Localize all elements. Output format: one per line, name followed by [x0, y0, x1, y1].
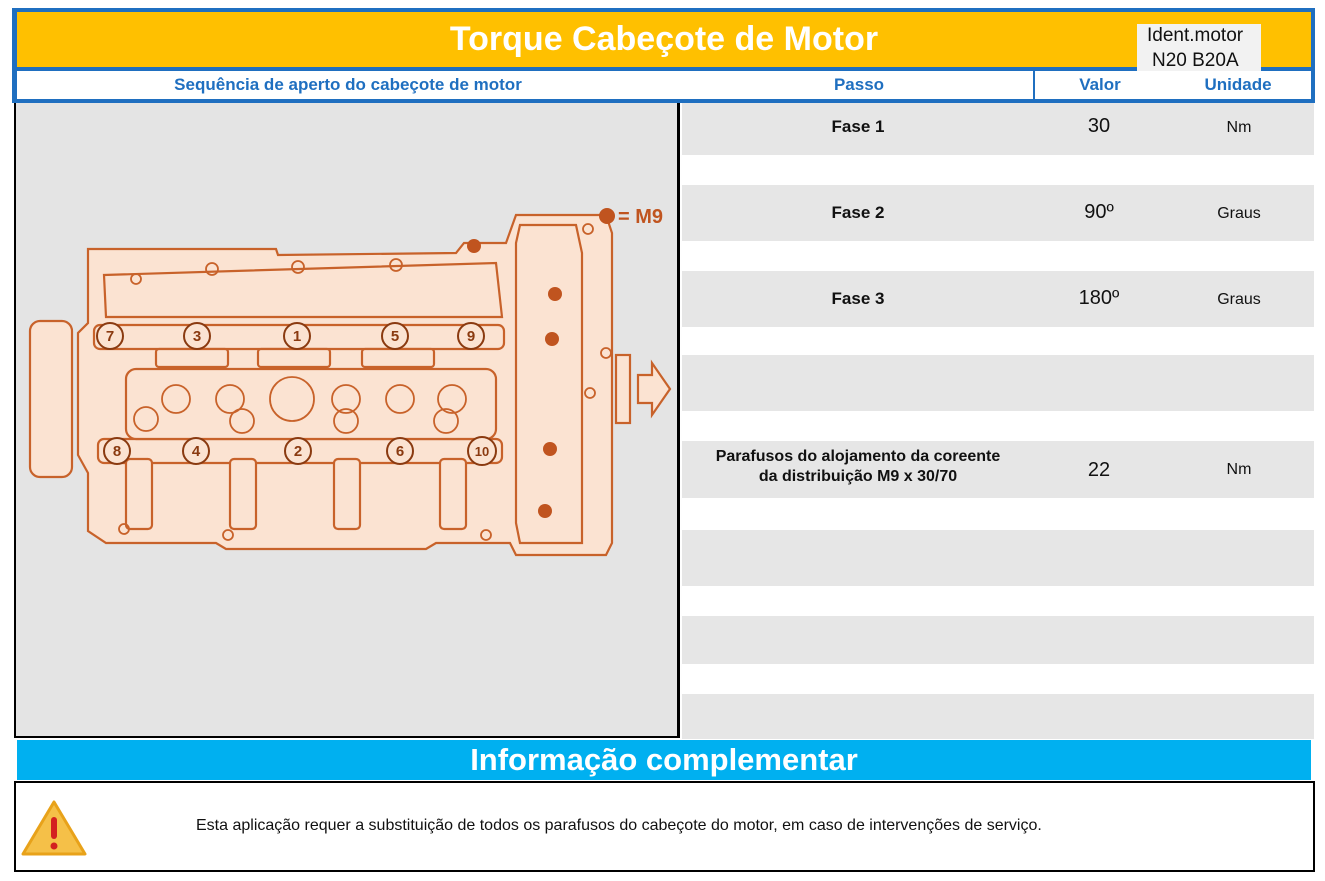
bolt-label-8: 8 [112, 443, 122, 460]
step-name: Fase 1 [831, 117, 885, 136]
column-header-row [17, 71, 1311, 99]
table-row [682, 103, 1314, 155]
step-value: 30 [1087, 115, 1111, 137]
title-bar [17, 12, 1311, 71]
bolt-label-5: 5 [390, 328, 400, 345]
info-bar [17, 740, 1311, 780]
table-spacer [682, 694, 1314, 739]
step-unit: Nm [1226, 461, 1252, 478]
flow-marker [616, 355, 630, 423]
table-row [682, 271, 1314, 327]
header-divider [1033, 71, 1035, 99]
step-unit: Nm [1226, 119, 1252, 136]
table-row [682, 185, 1314, 241]
direction-arrow [638, 363, 670, 415]
step-name: Fase 3 [831, 289, 885, 308]
column-header-sequence: Sequência de aperto do cabeçote de motor [174, 75, 522, 94]
table-spacer [682, 411, 1314, 441]
step-name [682, 447, 1034, 487]
m9-legend-label: = M9 [618, 206, 664, 228]
table-spacer [682, 498, 1314, 530]
bolt-label-3: 3 [192, 328, 202, 345]
table-spacer [682, 664, 1314, 694]
step-unit: Graus [1217, 291, 1261, 308]
column-header-step: Passo [833, 75, 885, 94]
m9-legend-dot [599, 208, 615, 224]
engine-ident-box [1137, 24, 1261, 72]
step-value: 90º [1084, 201, 1114, 223]
table-spacer [682, 530, 1314, 586]
bolt-label-4: 4 [191, 443, 201, 460]
info-title: Informação complementar [470, 742, 858, 777]
tightening-sequence-panel [14, 103, 680, 738]
table-row [682, 441, 1314, 498]
m9-bolt [467, 239, 481, 253]
table-spacer [682, 586, 1314, 616]
bolt-label-1: 1 [292, 328, 302, 345]
bolt-label-10: 10 [474, 444, 490, 459]
table-spacer [682, 355, 1314, 411]
info-note-text: Esta aplicação requer a substituição de todos os parafusos do cabeçote do motor, em caso de intervenções de serviço. [196, 817, 1042, 834]
step-value: 22 [1087, 459, 1111, 481]
step-name-line-2: da distribuição M9 x 30/70 [758, 468, 958, 485]
step-name: Fase 2 [831, 203, 885, 222]
bolt-label-2: 2 [293, 443, 303, 460]
page-title: Torque Cabeçote de Motor [449, 20, 879, 58]
timing-sprocket [30, 321, 72, 477]
table-spacer [682, 155, 1314, 185]
m9-bolt [543, 442, 557, 456]
table-spacer [682, 241, 1314, 271]
column-header-unit: Unidade [1204, 75, 1272, 94]
cylinder-head-diagram [16, 103, 678, 736]
bolt-label-6: 6 [395, 443, 405, 460]
step-value: 180º [1078, 287, 1120, 309]
table-spacer [682, 327, 1314, 355]
step-unit: Graus [1217, 205, 1261, 222]
engine-ident-label: Ident.motor [1147, 25, 1244, 46]
m9-bolt [545, 332, 559, 346]
m9-bolt [548, 287, 562, 301]
step-name-line-1: Parafusos do alojamento da coreente [715, 448, 1001, 465]
bolt-label-9: 9 [466, 328, 476, 345]
engine-ident-value: N20 B20A [1152, 50, 1239, 71]
bolt-label-7: 7 [105, 328, 115, 345]
table-spacer [682, 616, 1314, 664]
m9-bolt [538, 504, 552, 518]
column-header-value: Valor [1079, 75, 1121, 94]
warning-triangle-icon [20, 799, 88, 857]
info-note-box [14, 781, 1315, 872]
